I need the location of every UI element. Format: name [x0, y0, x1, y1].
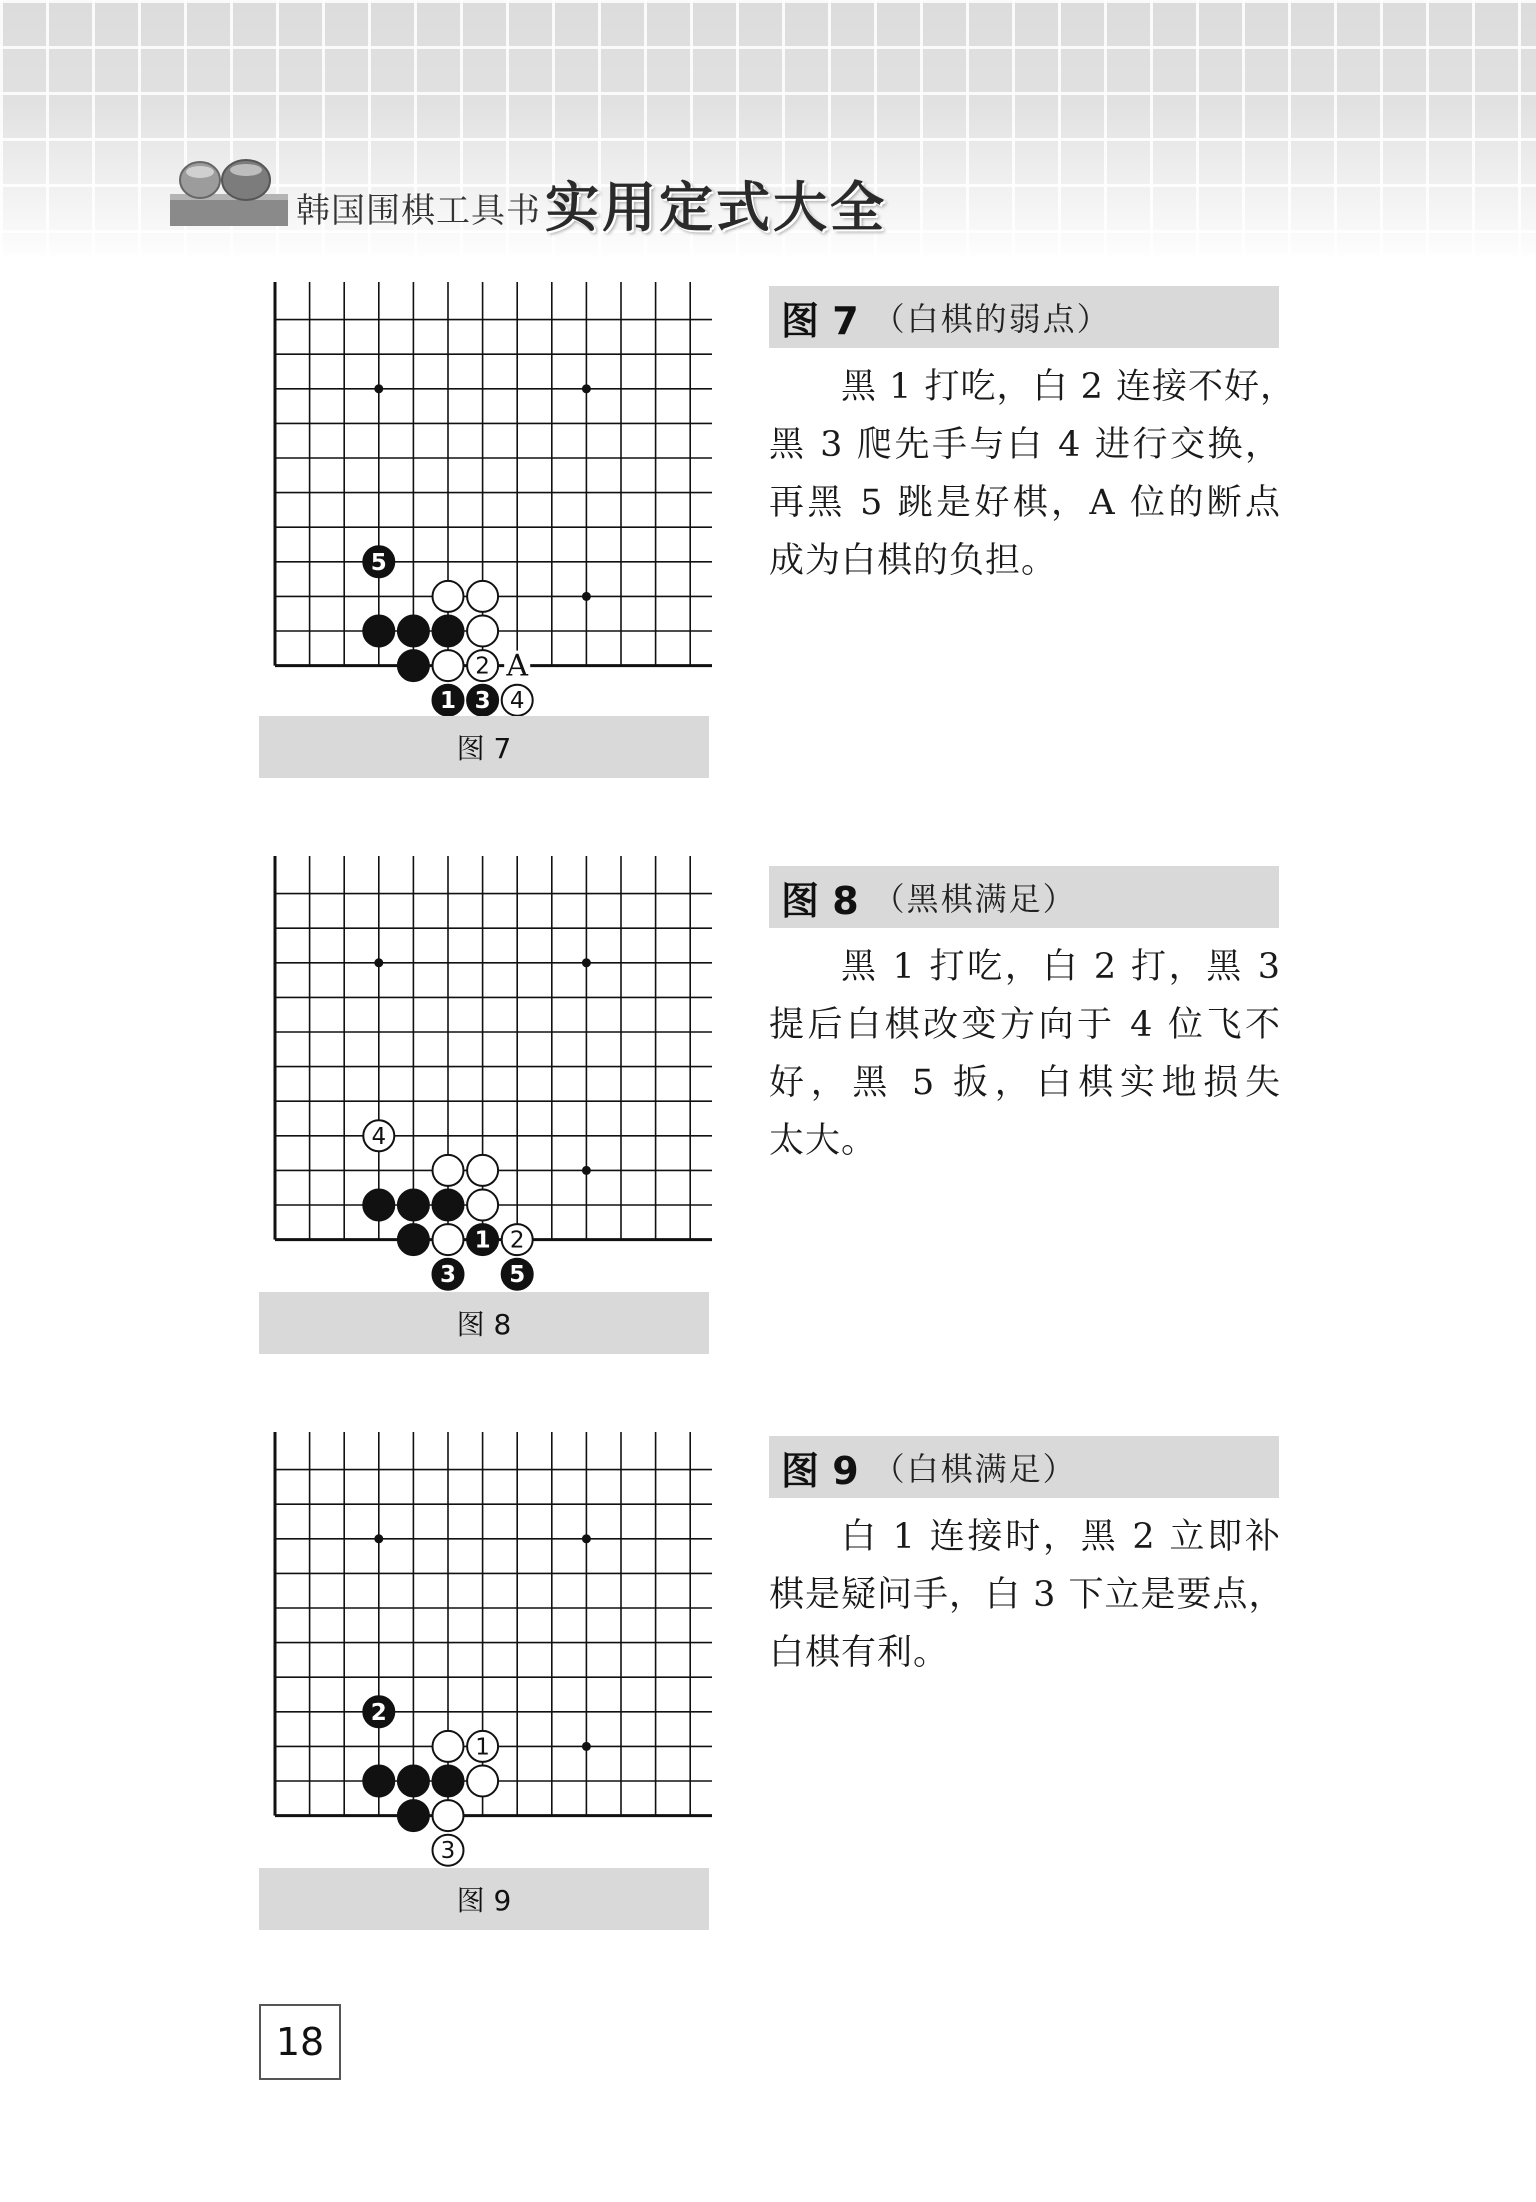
- figure-subtitle: （白棋的弱点）: [872, 300, 1111, 338]
- stone-number: 4: [509, 688, 525, 715]
- book-title: 实用定式大全: [545, 175, 887, 239]
- section-heading-8: [769, 866, 1279, 928]
- figure-label: 图 7: [781, 298, 859, 343]
- white-stone: [467, 1766, 498, 1797]
- white-stone: [467, 650, 498, 681]
- go-diagram-9: [272, 1432, 712, 1865]
- star-point: [374, 1534, 383, 1543]
- white-stone: [433, 581, 464, 612]
- white-stone: [467, 1190, 498, 1221]
- star-point: [374, 958, 383, 967]
- black-stone: [433, 685, 464, 716]
- text-line: 提后白棋改变方向于 4 位飞不: [769, 1005, 1281, 1045]
- figure-label: 图 8: [781, 878, 859, 923]
- star-point: [374, 384, 383, 393]
- text-line: 好，黑 5 扳，白棋实地损失: [769, 1063, 1281, 1103]
- black-stone: [398, 1800, 429, 1831]
- white-stone: [433, 1224, 464, 1255]
- text-line: 黑 1 打吃，白 2 打，黑 3: [841, 947, 1281, 987]
- black-stone: [502, 1259, 533, 1290]
- black-stone: [363, 1766, 394, 1797]
- stone-number: 2: [475, 653, 490, 680]
- series-name: 韩国围棋工具书: [296, 191, 541, 231]
- white-stone: [467, 616, 498, 647]
- stone-number: 1: [475, 1734, 490, 1761]
- black-stone: [433, 1190, 464, 1221]
- text-line: 成为白棋的负担。: [769, 541, 1058, 581]
- white-stone: [502, 685, 533, 716]
- white-stone: [433, 1731, 464, 1762]
- stone-number: 3: [439, 1262, 457, 1289]
- text-line: 白棋有利。: [769, 1633, 950, 1673]
- figure-subtitle: （白棋满足）: [872, 1450, 1077, 1488]
- section-text-8: [769, 938, 1281, 1170]
- section-text-7: [769, 358, 1297, 590]
- point-mark-label: A: [506, 648, 529, 684]
- section-text-9: [769, 1508, 1285, 1682]
- figure-label: 图 9: [781, 1448, 859, 1493]
- text-line: 棋是疑问手，白 3 下立是要点，: [769, 1575, 1285, 1615]
- black-stone: [467, 685, 498, 716]
- black-stone: [433, 1259, 464, 1290]
- stone-number: 2: [370, 1699, 387, 1726]
- go-diagram-8: [272, 856, 712, 1289]
- stone-number: 1: [474, 1227, 491, 1254]
- stone-number: 3: [474, 688, 491, 715]
- stone-number: 4: [371, 1123, 387, 1150]
- white-stone: [467, 1155, 498, 1186]
- black-stone: [363, 1190, 394, 1221]
- page-header: [0, 0, 1536, 255]
- text-line: 再黑 5 跳是好棋，A 位的断点: [769, 483, 1281, 523]
- text-line: 白 1 连接时，黑 2 立即补: [841, 1517, 1281, 1557]
- white-stone: [433, 1155, 464, 1186]
- star-point: [582, 1166, 591, 1175]
- black-stone: [398, 616, 429, 647]
- black-stone: [433, 616, 464, 647]
- white-stone: [363, 1120, 394, 1151]
- black-stone: [398, 650, 429, 681]
- white-stone: [467, 581, 498, 612]
- go-diagram-7: [272, 282, 712, 715]
- figure-caption-7: 图 7: [259, 716, 709, 778]
- figure-caption-8: 图 8: [259, 1292, 709, 1354]
- white-stone: [433, 1835, 464, 1866]
- black-stone: [398, 1190, 429, 1221]
- black-stone: [363, 1696, 394, 1727]
- stone-number: 2: [509, 1227, 525, 1254]
- star-point: [582, 958, 591, 967]
- black-stone: [398, 1224, 429, 1255]
- white-stone: [467, 1731, 498, 1762]
- stone-number: 1: [439, 688, 457, 715]
- star-point: [582, 592, 591, 601]
- figure-caption-9: 图 9: [259, 1868, 709, 1930]
- text-line: 太大。: [769, 1121, 878, 1161]
- star-point: [582, 384, 591, 393]
- black-stone: [363, 616, 394, 647]
- black-stone: [398, 1766, 429, 1797]
- section-heading-9: [769, 1436, 1279, 1498]
- white-stone: [502, 1224, 533, 1255]
- stone-number: 3: [440, 1838, 456, 1865]
- white-stone: [433, 1800, 464, 1831]
- text-line: 黑 3 爬先手与白 4 进行交换，: [769, 425, 1281, 465]
- white-stone: [433, 650, 464, 681]
- page-number: 18: [259, 2004, 341, 2080]
- figure-subtitle: （黑棋满足）: [872, 880, 1077, 918]
- stone-number: 5: [509, 1262, 526, 1289]
- go-bowls-logo-icon: [170, 150, 288, 228]
- black-stone: [467, 1224, 498, 1255]
- black-stone: [363, 546, 394, 577]
- black-stone: [433, 1766, 464, 1797]
- star-point: [582, 1742, 591, 1751]
- stone-number: 5: [370, 549, 387, 576]
- star-point: [582, 1534, 591, 1543]
- text-line: 黑 1 打吃，白 2 连接不好，: [841, 367, 1297, 407]
- section-heading-7: [769, 286, 1279, 348]
